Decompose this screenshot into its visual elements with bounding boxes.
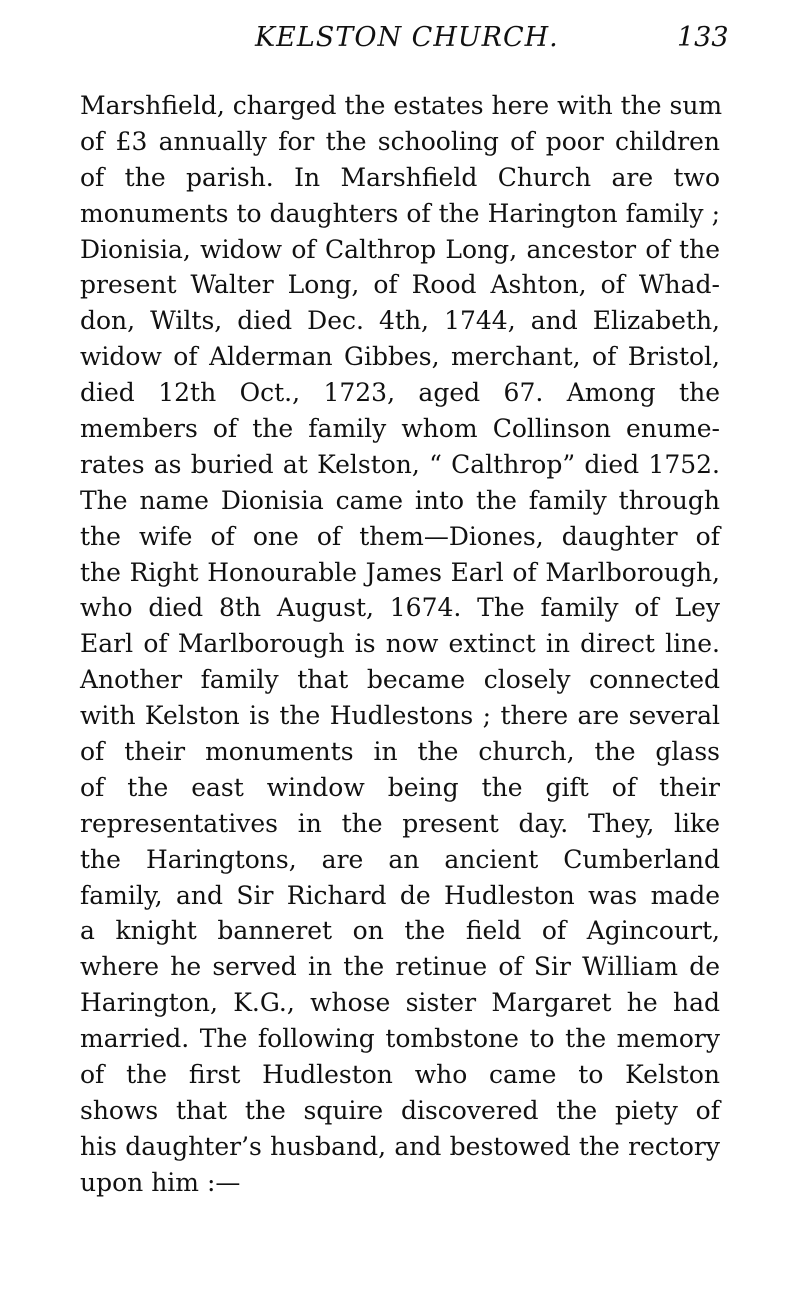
text-line: Earl of Marlborough is now extinct in direct line. [80,629,720,659]
text-line: with Kelston is the Hudlestons ; there are several [80,701,720,731]
text-line: rates as buried at Kelston, “ Calthrop” died 1752. [80,449,720,479]
text-line: Harington, K.G., whose sister Margaret he had [80,988,720,1018]
text-line: died 12th Oct., 1723, aged 67. Among the [80,378,720,408]
text-line: widow of Alderman Gibbes, merchant, of Bristol, [80,342,720,372]
text-line: shows that the squire discovered the piety of [80,1095,720,1125]
text-line: present Walter Long, of Rood Ashton, of Whad- [80,270,720,300]
text-line: Marshfield, charged the estates here with the sum [80,91,723,120]
page-number: 133 [677,22,729,53]
text-line: of the first Hudleston who came to Kelston [80,1060,720,1090]
text-line: of the parish. In Marshfield Church are two [80,162,720,192]
text-line: members of the family whom Collinson enume- [80,414,720,444]
text-line: a knight banneret on the field of Agincourt, [80,916,720,946]
text-line: the Right Honourable James Earl of Marlborough, [80,557,720,587]
text-line: his daughter’s husband, and bestowed the rectory [80,1131,720,1161]
text-line: The name Dionisia came into the family through [80,485,720,515]
text-line: of the east window being the gift of their [80,772,720,802]
text-line: Dionisia, widow of Calthrop Long, ancestor of the [80,234,720,264]
text-line: the Haringtons, are an ancient Cumberland [80,844,720,874]
text-line: of £3 annually for the schooling of poor children [80,126,720,156]
text-line: where he served in the retinue of Sir William de [80,952,720,982]
text-line: the wife of one of them—Diones, daughter of [80,521,720,551]
text-line: married. The following tombstone to the memory [80,1024,720,1054]
text-line: representatives in the present day. They, like [80,808,720,838]
body-text [80,88,723,1201]
text-line: family, and Sir Richard de Hudleston was made [80,880,720,910]
text-line: don, Wilts, died Dec. 4th, 1744, and Elizabeth, [80,306,720,336]
text-line: upon him :— [80,1167,241,1197]
running-title: KELSTON CHURCH. [255,22,559,53]
text-line: monuments to daughters of the Harington family ; [80,198,720,228]
text-line: Another family that became closely connected [80,665,720,695]
text-line: who died 8th August, 1674. The family of Ley [80,593,720,623]
text-line: of their monuments in the church, the glass [80,737,720,767]
